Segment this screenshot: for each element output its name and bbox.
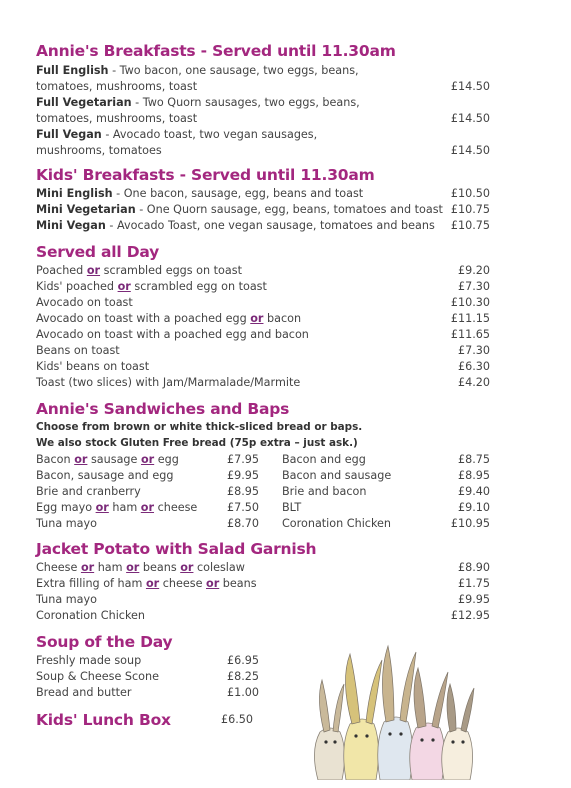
- menu-item: [36, 327, 490, 343]
- item-price: £8.95: [226, 485, 259, 498]
- menu-item: [36, 375, 490, 391]
- menu-item: [36, 95, 490, 111]
- item-price: £10.75: [450, 203, 490, 216]
- item-text: Avocado on toast: [36, 296, 133, 309]
- lunch-box-heading: Kids' Lunch Box: [36, 711, 171, 729]
- item-text: Coronation Chicken: [282, 517, 392, 530]
- item-text: Bread and butter: [36, 686, 132, 699]
- or-word: or: [145, 577, 160, 590]
- menu-item: [36, 685, 259, 701]
- menu-item: [36, 202, 490, 218]
- menu-item: [282, 484, 490, 500]
- sandwiches-section: [36, 400, 490, 532]
- item-price: £14.50: [450, 144, 490, 157]
- kids-breakfasts-section: [36, 166, 490, 234]
- item-text: egg: [154, 453, 179, 466]
- menu-item: [282, 468, 490, 484]
- item-price: £6.30: [457, 360, 490, 373]
- item-text: beans: [219, 577, 257, 590]
- item-name: Full Vegan: [36, 128, 102, 141]
- item-desc: - One Quorn sausage, egg, beans, tomatoes and toast: [135, 203, 443, 216]
- item-price: £7.95: [226, 453, 259, 466]
- menu-item: [36, 560, 490, 576]
- item-text: Kids' poached: [36, 280, 118, 293]
- item-desc: - Two bacon, one sausage, two eggs, beans,: [108, 64, 359, 77]
- item-price: £4.20: [457, 376, 490, 389]
- item-text: Toast (two slices) with Jam/Marmalade/Marmite: [36, 376, 301, 389]
- item-price: £7.30: [457, 280, 490, 293]
- menu-item: [36, 500, 259, 516]
- or-word: or: [140, 501, 155, 514]
- menu-item: [36, 468, 259, 484]
- gluten-free-note: We also stock Gluten Free bread (75p extra – just ask.): [36, 437, 358, 449]
- item-price: £9.40: [457, 485, 490, 498]
- sandwiches-left-column: [36, 452, 259, 532]
- item-text: Brie and bacon: [282, 485, 367, 498]
- menu-item-cont: [36, 111, 490, 127]
- item-price: £6.95: [226, 654, 259, 667]
- menu-item: [282, 516, 490, 532]
- hare-5: [442, 684, 474, 780]
- or-word: or: [117, 280, 131, 293]
- item-price: £10.75: [450, 219, 490, 232]
- menu-item: [36, 263, 490, 279]
- lunch-box-section: [36, 711, 256, 729]
- item-price: £9.20: [457, 264, 490, 277]
- sandwiches-right-column: [282, 452, 490, 532]
- or-word: or: [74, 453, 88, 466]
- item-price: £10.50: [450, 187, 490, 200]
- hare-2: [344, 654, 382, 780]
- item-desc: - Avocado toast, two vegan sausages,: [101, 128, 318, 141]
- jacket-potato-heading: Jacket Potato with Salad Garnish: [36, 540, 317, 558]
- item-text: Freshly made soup: [36, 654, 142, 667]
- item-price: £1.75: [457, 577, 490, 590]
- item-text: coleslaw: [193, 561, 245, 574]
- or-word: or: [86, 264, 101, 277]
- menu-item: [36, 576, 490, 592]
- item-desc: - Two Quorn sausages, two eggs, beans,: [131, 96, 360, 109]
- item-name: Mini Vegan: [36, 219, 106, 232]
- item-name: Mini English: [36, 187, 113, 200]
- item-price: £10.95: [450, 517, 490, 530]
- menu-item: [36, 608, 490, 624]
- item-text: ham: [108, 501, 141, 514]
- or-word: or: [95, 501, 109, 514]
- item-text: Egg mayo: [36, 501, 96, 514]
- menu-item: [36, 343, 490, 359]
- menu-item: [36, 218, 490, 234]
- menu-item: [282, 500, 490, 516]
- item-price: £7.50: [226, 501, 259, 514]
- menu-item: [36, 186, 490, 202]
- breakfasts-heading: Annie's Breakfasts - Served until 11.30am: [36, 42, 396, 60]
- item-price: £1.00: [226, 686, 259, 699]
- item-text: cheese: [154, 501, 198, 514]
- item-text: Bacon and egg: [282, 453, 366, 466]
- item-text: Coronation Chicken: [36, 609, 146, 622]
- all-day-heading: Served all Day: [36, 243, 160, 261]
- item-text: ham: [94, 561, 127, 574]
- or-word: or: [206, 577, 220, 590]
- item-text: Bacon: [36, 453, 75, 466]
- menu-item: [36, 592, 490, 608]
- item-text: sausage: [87, 453, 141, 466]
- item-price: £12.95: [450, 609, 490, 622]
- item-desc: mushrooms, tomatoes: [36, 144, 162, 157]
- sandwiches-note: Choose from brown or white thick-sliced bread or baps.: [36, 421, 363, 433]
- menu-item: [36, 279, 490, 295]
- item-desc: tomatoes, mushrooms, toast: [36, 80, 198, 93]
- item-text: bacon: [263, 312, 302, 325]
- item-price: £8.25: [226, 670, 259, 683]
- item-desc: tomatoes, mushrooms, toast: [36, 112, 198, 125]
- or-word: or: [126, 561, 140, 574]
- item-name: Full Vegetarian: [36, 96, 132, 109]
- item-text: Kids' beans on toast: [36, 360, 150, 373]
- item-text: cheese: [159, 577, 207, 590]
- item-name: Mini Vegetarian: [36, 203, 136, 216]
- hare-1: [314, 680, 344, 780]
- item-text: beans: [139, 561, 181, 574]
- item-text: scrambled egg on toast: [130, 280, 267, 293]
- item-text: Avocado on toast with a poached egg and bacon: [36, 328, 309, 341]
- item-price: £11.15: [450, 312, 490, 325]
- menu-item: [36, 295, 490, 311]
- menu-item: [36, 311, 490, 327]
- or-word: or: [180, 561, 194, 574]
- or-word: or: [140, 453, 155, 466]
- item-text: Bacon, sausage and egg: [36, 469, 174, 482]
- item-price: £9.95: [457, 593, 490, 606]
- menu-item: [282, 452, 490, 468]
- menu-item-cont: [36, 143, 490, 159]
- item-text: Extra filling of ham: [36, 577, 146, 590]
- item-text: Tuna mayo: [36, 517, 97, 530]
- item-price: £6.50: [221, 713, 254, 726]
- sandwiches-heading: Annie's Sandwiches and Baps: [36, 400, 290, 418]
- item-text: Brie and cranberry: [36, 485, 141, 498]
- item-price: £9.10: [457, 501, 490, 514]
- item-text: BLT: [282, 501, 302, 514]
- or-word: or: [80, 561, 95, 574]
- item-text: Soup & Cheese Scone: [36, 670, 159, 683]
- menu-item-cont: [36, 79, 490, 95]
- item-price: £11.65: [450, 328, 490, 341]
- item-text: Bacon and sausage: [282, 469, 392, 482]
- menu-item: [36, 484, 259, 500]
- menu-item: [36, 452, 259, 468]
- item-desc: - Avocado Toast, one vegan sausage, tomatoes and beans: [105, 219, 435, 232]
- or-word: or: [250, 312, 264, 325]
- menu-item: [36, 653, 259, 669]
- menu-item: [36, 669, 259, 685]
- item-price: £9.95: [226, 469, 259, 482]
- item-name: Full English: [36, 64, 109, 77]
- item-price: £8.95: [457, 469, 490, 482]
- soup-section: [36, 633, 259, 701]
- item-text: Poached: [36, 264, 87, 277]
- kids-breakfasts-heading: Kids' Breakfasts - Served until 11.30am: [36, 166, 375, 184]
- item-price: £14.50: [450, 112, 490, 125]
- item-text: Avocado on toast with a poached egg: [36, 312, 251, 325]
- item-price: £7.30: [457, 344, 490, 357]
- soup-heading: Soup of the Day: [36, 633, 173, 651]
- menu-item: [36, 127, 490, 143]
- item-price: £8.75: [457, 453, 490, 466]
- item-text: Tuna mayo: [36, 593, 97, 606]
- menu-item: [36, 63, 490, 79]
- item-price: £10.30: [450, 296, 490, 309]
- hares-illustration: [300, 640, 480, 780]
- item-text: Cheese: [36, 561, 81, 574]
- item-text: scrambled eggs on toast: [100, 264, 242, 277]
- item-price: £14.50: [450, 80, 490, 93]
- item-price: £8.70: [226, 517, 259, 530]
- item-desc: - One bacon, sausage, egg, beans and toast: [112, 187, 364, 200]
- menu-item: [36, 359, 490, 375]
- item-text: Beans on toast: [36, 344, 120, 357]
- all-day-section: [36, 243, 490, 391]
- jacket-potato-section: [36, 540, 490, 624]
- menu-item: [36, 516, 259, 532]
- breakfasts-section: [36, 42, 490, 159]
- item-price: £8.90: [457, 561, 490, 574]
